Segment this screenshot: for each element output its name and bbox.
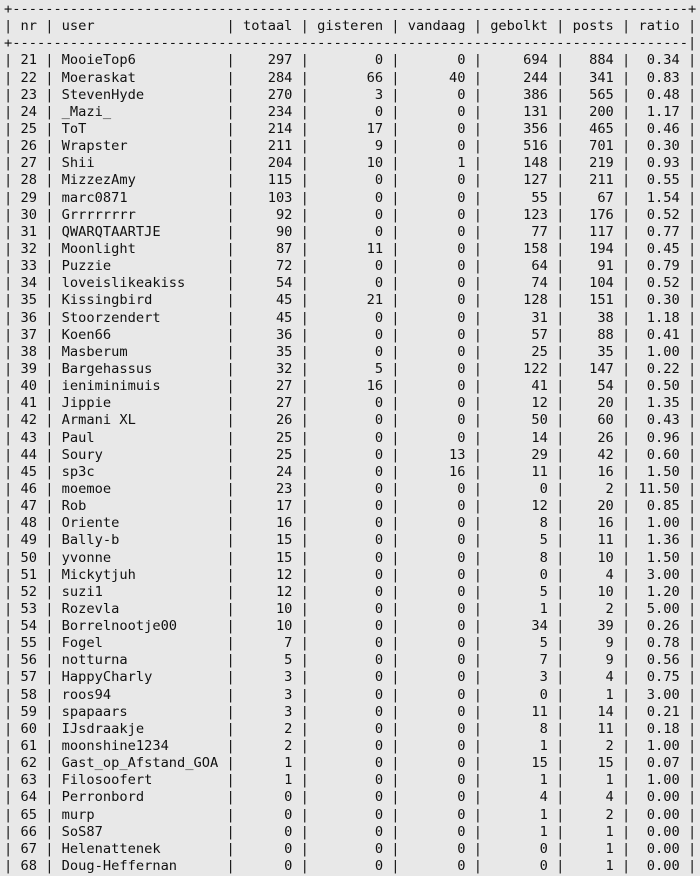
table-row: | 55 | Fogel | 7 | 0 | 0 | 5 | 9 | 0.78 | <box>4 635 697 652</box>
table-row: | 37 | Koen66 | 36 | 0 | 0 | 57 | 88 | 0.41 | <box>4 326 697 343</box>
table-row: | 47 | Rob | 17 | 0 | 0 | 12 | 20 | 0.85 | <box>4 498 697 515</box>
table-header-row: | nr | user | totaal | gisteren | vandaag | gebolkt | posts | ratio | <box>4 18 697 35</box>
table-row: | 66 | SoS87 | 0 | 0 | 0 | 1 | 1 | 0.00 | <box>4 823 697 840</box>
table-row: | 65 | murp | 0 | 0 | 0 | 1 | 2 | 0.00 | <box>4 806 697 823</box>
table-row: | 41 | Jippie | 27 | 0 | 0 | 12 | 20 | 1.35 | <box>4 395 697 412</box>
table-row: | 38 | Masberum | 35 | 0 | 0 | 25 | 35 | 1.00 | <box>4 343 697 360</box>
table-row: | 68 | Doug-Heffernan | 0 | 0 | 0 | 0 | 1 | 0.00 | <box>4 858 697 875</box>
table-row: | 51 | Mickytjuh | 12 | 0 | 0 | 0 | 4 | 3.00 | <box>4 566 697 583</box>
table-row: | 32 | Moonlight | 87 | 11 | 0 | 158 | 194 | 0.45 | <box>4 240 697 257</box>
table-row: | 34 | loveislikeakiss | 54 | 0 | 0 | 74 | 104 | 0.52 | <box>4 275 697 292</box>
table-row: | 58 | roos94 | 3 | 0 | 0 | 0 | 1 | 3.00 | <box>4 686 697 703</box>
table-row: | 26 | Wrapster | 211 | 9 | 0 | 516 | 701 | 0.30 | <box>4 138 697 155</box>
table-row: | 62 | Gast_op_Afstand_GOA | 1 | 0 | 0 | 15 | 15 | 0.07 | <box>4 755 697 772</box>
table-row: | 40 | ieniminimuis | 27 | 16 | 0 | 41 | 54 | 0.50 | <box>4 378 697 395</box>
table-row: | 24 | _Mazi_ | 234 | 0 | 0 | 131 | 200 | 1.17 | <box>4 103 697 120</box>
table-row: | 60 | IJsdraakje | 2 | 0 | 0 | 8 | 11 | 0.18 | <box>4 720 697 737</box>
table-row: | 22 | Moeraskat | 284 | 66 | 40 | 244 | 341 | 0.83 | <box>4 69 697 86</box>
table-row: | 29 | marc0871 | 103 | 0 | 0 | 55 | 67 | 1.54 | <box>4 189 697 206</box>
table-row: | 45 | sp3c | 24 | 0 | 16 | 11 | 16 | 1.50 | <box>4 463 697 480</box>
table-row: | 25 | ToT | 214 | 17 | 0 | 356 | 465 | 0.46 | <box>4 120 697 137</box>
table-row: | 61 | moonshine1234 | 2 | 0 | 0 | 1 | 2 | 1.00 | <box>4 738 697 755</box>
table-border-top: +----------------------------------------------------------------------------------+ <box>4 1 697 17</box>
table-row: | 42 | Armani XL | 26 | 0 | 0 | 50 | 60 | 0.43 | <box>4 412 697 429</box>
table-row: | 49 | Bally-b | 15 | 0 | 0 | 5 | 11 | 1.36 | <box>4 532 697 549</box>
table-row: | 33 | Puzzie | 72 | 0 | 0 | 64 | 91 | 0.79 | <box>4 258 697 275</box>
table-header-separator: +----------------------------------------------------------------------------------| <box>4 35 697 52</box>
table-row: | 46 | moemoe | 23 | 0 | 0 | 0 | 2 | 11.50 | <box>4 480 697 497</box>
table-row: | 35 | Kissingbird | 45 | 21 | 0 | 128 | 151 | 0.30 | <box>4 292 697 309</box>
table-row: | 28 | MizzezAmy | 115 | 0 | 0 | 127 | 211 | 0.55 | <box>4 172 697 189</box>
table-row: | 53 | Rozevla | 10 | 0 | 0 | 1 | 2 | 5.00 | <box>4 600 697 617</box>
table-row: | 21 | MooieTop6 | 297 | 0 | 0 | 694 | 884 | 0.34 | <box>4 52 697 69</box>
table-row: | 57 | HappyCharly | 3 | 0 | 0 | 3 | 4 | 0.75 | <box>4 669 697 686</box>
table-row: | 44 | Soury | 25 | 0 | 13 | 29 | 42 | 0.60 | <box>4 446 697 463</box>
table-row: | 27 | Shii | 204 | 10 | 1 | 148 | 219 | 0.93 | <box>4 155 697 172</box>
table-row: | 59 | spapaars | 3 | 0 | 0 | 11 | 14 | 0.21 | <box>4 703 697 720</box>
table-row: | 43 | Paul | 25 | 0 | 0 | 14 | 26 | 0.96 | <box>4 429 697 446</box>
table-row: | 63 | Filosoofert | 1 | 0 | 0 | 1 | 1 | 1.00 | <box>4 772 697 789</box>
table-row: | 39 | Bargehassus | 32 | 5 | 0 | 122 | 147 | 0.22 | <box>4 360 697 377</box>
table-row: | 67 | Helenattenek | 0 | 0 | 0 | 0 | 1 | 0.00 | <box>4 840 697 857</box>
table-row: | 64 | Perronbord | 0 | 0 | 0 | 4 | 4 | 0.00 | <box>4 789 697 806</box>
table-row: | 36 | Stoorzendert | 45 | 0 | 0 | 31 | 38 | 1.18 | <box>4 309 697 326</box>
table-row: | 31 | QWARQTAARTJE | 90 | 0 | 0 | 77 | 117 | 0.77 | <box>4 223 697 240</box>
table-row: | 23 | StevenHyde | 270 | 3 | 0 | 386 | 565 | 0.48 | <box>4 86 697 103</box>
table-row: | 30 | Grrrrrrrr | 92 | 0 | 0 | 123 | 176 | 0.52 | <box>4 206 697 223</box>
table-row: | 52 | suzi1 | 12 | 0 | 0 | 5 | 10 | 1.20 | <box>4 583 697 600</box>
table-row: | 54 | Borrelnootje00 | 10 | 0 | 0 | 34 | 39 | 0.26 | <box>4 618 697 635</box>
table-row: | 48 | Oriente | 16 | 0 | 0 | 8 | 16 | 1.00 | <box>4 515 697 532</box>
table-row: | 50 | yvonne | 15 | 0 | 0 | 8 | 10 | 1.50 | <box>4 549 697 566</box>
table-row: | 56 | notturna | 5 | 0 | 0 | 7 | 9 | 0.56 | <box>4 652 697 669</box>
